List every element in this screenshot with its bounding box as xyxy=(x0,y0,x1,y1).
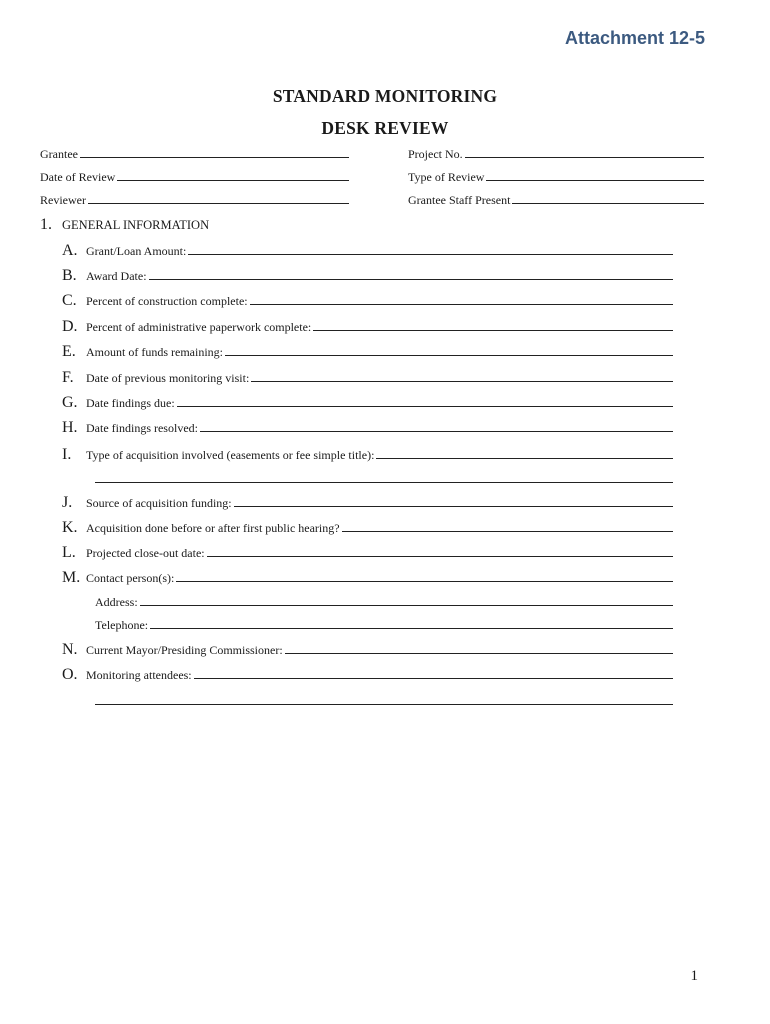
item-input-line[interactable] xyxy=(285,641,673,654)
item-input-line[interactable] xyxy=(313,318,673,331)
item-funds-remaining[interactable] xyxy=(62,343,673,361)
item-letter: L. xyxy=(62,544,76,561)
address-label: Address: xyxy=(95,595,138,609)
item-letter: J. xyxy=(62,494,73,511)
date-of-review-input-line[interactable] xyxy=(117,169,349,181)
item-findings-due[interactable] xyxy=(62,394,673,412)
section-heading xyxy=(40,216,209,234)
item-input-line[interactable] xyxy=(177,394,673,407)
item-contact-persons[interactable] xyxy=(62,569,673,587)
item-label: Grant/Loan Amount: xyxy=(86,244,187,258)
contact-telephone-field[interactable] xyxy=(95,617,673,633)
form-subtitle: DESK REVIEW xyxy=(321,118,449,138)
item-letter: I. xyxy=(62,446,72,463)
item-acquisition-timing[interactable] xyxy=(62,519,673,537)
continuation-line[interactable] xyxy=(95,704,673,705)
item-findings-resolved[interactable] xyxy=(62,419,673,437)
attachment-label: Attachment 12-5 xyxy=(564,28,705,48)
project-no-label: Project No. xyxy=(408,147,463,161)
item-input-line[interactable] xyxy=(200,419,673,432)
grantee-field[interactable] xyxy=(40,146,349,162)
item-input-line[interactable] xyxy=(376,446,673,459)
item-label: Monitoring attendees: xyxy=(86,668,192,682)
item-input-line[interactable] xyxy=(194,666,673,679)
project-no-input-line[interactable] xyxy=(465,146,704,158)
item-label: Date findings resolved: xyxy=(86,421,198,435)
item-label: Type of acquisition involved (easements or fee simple title): xyxy=(86,448,375,462)
reviewer-field[interactable] xyxy=(40,192,349,208)
item-monitoring-attendees[interactable] xyxy=(62,666,673,684)
item-letter: E. xyxy=(62,343,76,360)
item-letter: K. xyxy=(62,519,78,536)
item-label: Source of acquisition funding: xyxy=(86,496,232,510)
item-label: Contact person(s): xyxy=(86,571,175,585)
item-letter: M. xyxy=(62,569,81,586)
project-no-field[interactable] xyxy=(408,146,704,162)
item-letter: B. xyxy=(62,267,77,284)
item-letter: O. xyxy=(62,666,78,683)
reviewer-input-line[interactable] xyxy=(88,192,349,204)
date-of-review-label: Date of Review xyxy=(40,170,116,184)
item-label: Date findings due: xyxy=(86,396,175,410)
grantee-staff-present-label: Grantee Staff Present xyxy=(408,193,511,207)
item-previous-visit[interactable] xyxy=(62,369,673,387)
item-letter: D. xyxy=(62,318,78,335)
item-label: Percent of administrative paperwork complete: xyxy=(86,320,312,334)
item-label: Current Mayor/Presiding Commissioner: xyxy=(86,643,283,657)
address-input-line[interactable] xyxy=(140,594,673,606)
item-label: Acquisition done before or after first public hearing? xyxy=(86,521,340,535)
item-input-line[interactable] xyxy=(225,343,673,356)
grantee-input-line[interactable] xyxy=(80,146,349,158)
item-input-line[interactable] xyxy=(342,519,673,532)
item-close-out-date[interactable] xyxy=(62,544,673,562)
item-letter: H. xyxy=(62,419,78,436)
item-input-line[interactable] xyxy=(176,569,673,582)
item-input-line[interactable] xyxy=(251,369,673,382)
item-grant-loan-amount[interactable] xyxy=(62,242,673,260)
section-number: 1. xyxy=(40,216,52,233)
item-label: Percent of construction complete: xyxy=(86,294,248,308)
item-input-line[interactable] xyxy=(149,267,673,280)
reviewer-label: Reviewer xyxy=(40,193,86,207)
item-input-line[interactable] xyxy=(207,544,673,557)
item-letter: F. xyxy=(62,369,74,386)
grantee-staff-present-input-line[interactable] xyxy=(512,192,704,204)
grantee-staff-present-field[interactable] xyxy=(408,192,704,208)
item-input-line[interactable] xyxy=(250,292,673,305)
telephone-input-line[interactable] xyxy=(150,617,673,629)
date-of-review-field[interactable] xyxy=(40,169,349,185)
item-mayor-commissioner[interactable] xyxy=(62,641,673,659)
item-letter: G. xyxy=(62,394,78,411)
item-label: Award Date: xyxy=(86,269,147,283)
item-label: Date of previous monitoring visit: xyxy=(86,371,250,385)
item-award-date[interactable] xyxy=(62,267,673,285)
item-acquisition-funding[interactable] xyxy=(62,494,673,512)
type-of-review-input-line[interactable] xyxy=(486,169,704,181)
item-percent-construction[interactable] xyxy=(62,292,673,310)
type-of-review-field[interactable] xyxy=(408,169,704,185)
item-input-line[interactable] xyxy=(188,242,673,255)
continuation-line[interactable] xyxy=(95,482,673,483)
type-of-review-label: Type of Review xyxy=(408,170,485,184)
item-label: Amount of funds remaining: xyxy=(86,345,223,359)
item-acquisition-type[interactable] xyxy=(62,446,673,464)
item-label: Projected close-out date: xyxy=(86,546,205,560)
section-title: GENERAL INFORMATION xyxy=(62,218,210,232)
item-letter: N. xyxy=(62,641,78,658)
item-percent-admin-paperwork[interactable] xyxy=(62,318,673,336)
form-title: STANDARD MONITORING xyxy=(272,86,498,106)
contact-address-field[interactable] xyxy=(95,594,673,610)
page-number: 1 xyxy=(690,968,698,984)
item-letter: A. xyxy=(62,242,78,259)
item-letter: C. xyxy=(62,292,77,309)
telephone-label: Telephone: xyxy=(95,618,149,632)
grantee-label: Grantee xyxy=(40,147,78,161)
item-input-line[interactable] xyxy=(234,494,673,507)
